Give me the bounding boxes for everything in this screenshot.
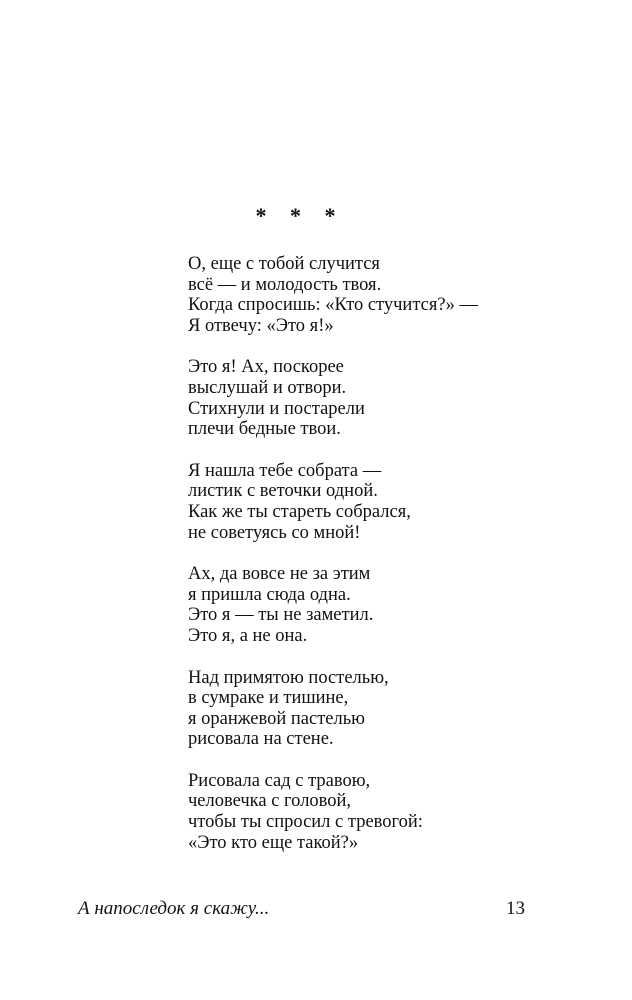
poem-line: «Это кто еще такой?»: [188, 832, 359, 853]
stanza-3: [188, 461, 588, 543]
poem-line: Когда спросишь: «Кто стучится?» —: [188, 295, 478, 316]
poem-line: О, еще с тобой случится: [188, 254, 380, 274]
stanza-separator: * * *: [255, 203, 345, 228]
poem-line: рисовала на стене.: [188, 729, 334, 750]
poem-line: Над примятою постелью,: [188, 667, 389, 688]
poem-line: Это я! Ах, поскорее: [188, 357, 344, 378]
poem-line: Рисовала сад с травою,: [188, 770, 371, 791]
running-footer-title: А напоследок я скажу...: [78, 898, 270, 919]
poem-line: человечка с головой,: [188, 791, 352, 812]
poem-line: Это я — ты не заметил.: [188, 605, 374, 626]
poem-line: я пришла сюда одна.: [188, 584, 351, 605]
poem-line: всё — и молодость твоя.: [188, 274, 382, 295]
page-number: 13: [506, 898, 525, 919]
poem-line: Как же ты стареть собрался,: [188, 501, 411, 522]
stanza-6: [188, 771, 588, 853]
stanza-4: [188, 564, 588, 646]
stanza-2: [188, 357, 588, 439]
poem-line: чтобы ты спросил с тревогой:: [188, 812, 423, 833]
poem-line: листик с веточки одной.: [188, 481, 378, 502]
poem-line: я оранжевой пастелью: [188, 708, 365, 729]
stanza-5: [188, 668, 588, 750]
poem-line: Я отвечу: «Это я!»: [188, 315, 334, 336]
poem-line: Стихнули и постарели: [188, 398, 365, 419]
poem-line: в сумраке и тишине,: [188, 688, 349, 709]
poem-line: Ах, да вовсе не за этим: [188, 564, 371, 585]
poem-line: Это я, а не она.: [188, 625, 308, 646]
poem-line: Я нашла тебе собрата —: [188, 460, 382, 481]
stanza-1: [188, 254, 588, 336]
poem-line: плечи бедные твои.: [188, 419, 341, 440]
poem-line: выслушай и отвори.: [188, 377, 347, 398]
poem: [188, 254, 588, 874]
poem-line: не советуясь со мной!: [188, 522, 361, 543]
